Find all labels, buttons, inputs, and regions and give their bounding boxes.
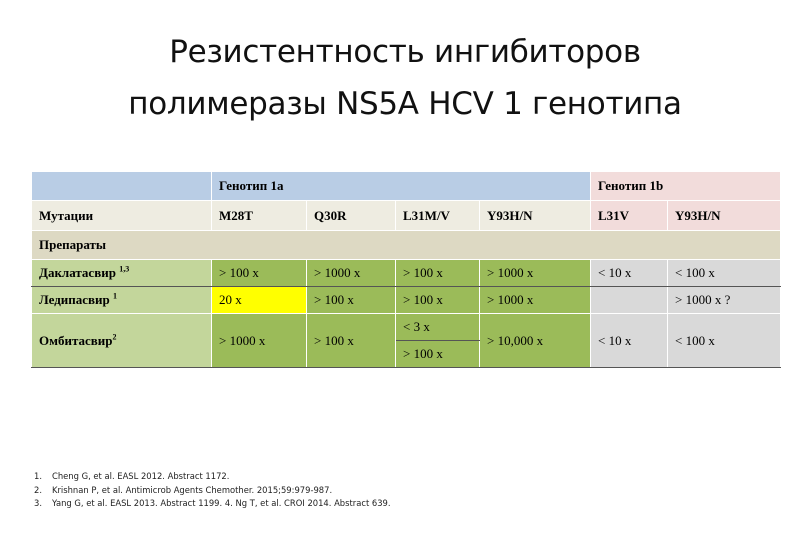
value-cell: > 1000 x — [480, 260, 591, 287]
value-cell: > 1000 x ? — [668, 287, 781, 314]
drug-reference-sup: 1 — [113, 291, 118, 301]
value-cell: < 100 x — [668, 314, 781, 368]
reference-number: 1. — [34, 471, 42, 481]
table-row-ombitasvir — [32, 314, 781, 341]
empty-cell — [32, 172, 212, 201]
drug-reference-sup: 2 — [112, 332, 117, 342]
reference-text: Krishnan P, et al. Antimicrob Agents Chemother. 2015;59:979-987. — [52, 484, 333, 495]
genotype-1a-header: Генотип 1a — [212, 172, 591, 201]
value-cell: < 10 x — [591, 314, 668, 368]
slide-title-line-2: полимеразы NS5A HCV 1 генотипа — [128, 86, 682, 122]
genotype-header-row — [32, 172, 781, 201]
reference-number: 3. — [34, 498, 42, 508]
table-row-daclatasvir — [32, 260, 781, 287]
mutation-m28t-header: M28T — [212, 201, 307, 231]
genotype-1b-header: Генотип 1b — [591, 172, 781, 201]
value-cell: > 1000 x — [307, 260, 396, 287]
value-cell: < 3 x — [396, 314, 480, 341]
mutation-l31mv-header: L31M/V — [396, 201, 480, 231]
drugs-label: Препараты — [32, 231, 781, 260]
mutation-l31v-header: L31V — [591, 201, 668, 231]
resistance-table — [31, 171, 781, 368]
value-cell-empty — [591, 287, 668, 314]
value-cell: > 10,000 x — [480, 314, 591, 368]
value-cell: > 100 x — [212, 260, 307, 287]
table-row-ledipasvir — [32, 287, 781, 314]
reference-text: Yang G, et al. EASL 2013. Abstract 1199. 4. Ng T, et al. CROI 2014. Abstract 639. — [52, 498, 391, 508]
value-cell: < 100 x — [668, 260, 781, 287]
mutation-y93hn-1b-header: Y93H/N — [668, 201, 781, 231]
reference-item — [34, 497, 774, 511]
references-list — [34, 470, 774, 511]
drug-reference-sup: 1,3 — [119, 264, 130, 274]
value-cell: > 100 x — [396, 341, 480, 368]
drug-name-ledipasvir: Ледипасвир $^1$ — [32, 287, 212, 314]
mutation-q30r-header: Q30R — [307, 201, 396, 231]
drug-name-daclatasvir: Даклатасвир $^{1,3}$ — [32, 260, 212, 287]
value-cell-highlighted: 20 x — [212, 287, 307, 314]
slide-title-line-1: Резистентность ингибиторов — [169, 34, 641, 70]
reference-item — [34, 484, 774, 498]
value-cell: < 10 x — [591, 260, 668, 287]
value-cell: > 1000 x — [480, 287, 591, 314]
drug-name-ombitasvir: Омбитасвир$^2$ — [32, 314, 212, 368]
mutation-y93hn-1a-header: Y93H/N — [480, 201, 591, 231]
reference-number: 2. — [34, 484, 42, 495]
mutations-label: Мутации — [32, 201, 212, 231]
slide-title — [0, 26, 810, 130]
value-cell: > 1000 x — [212, 314, 307, 368]
reference-text: Cheng G, et al. EASL 2012. Abstract 1172. — [52, 471, 230, 481]
value-cell: > 100 x — [307, 287, 396, 314]
drugs-header-row — [32, 231, 781, 260]
mutations-header-row — [32, 201, 781, 231]
value-cell: > 100 x — [396, 287, 480, 314]
value-cell: > 100 x — [307, 314, 396, 368]
value-cell: > 100 x — [396, 260, 480, 287]
reference-item — [34, 470, 774, 484]
